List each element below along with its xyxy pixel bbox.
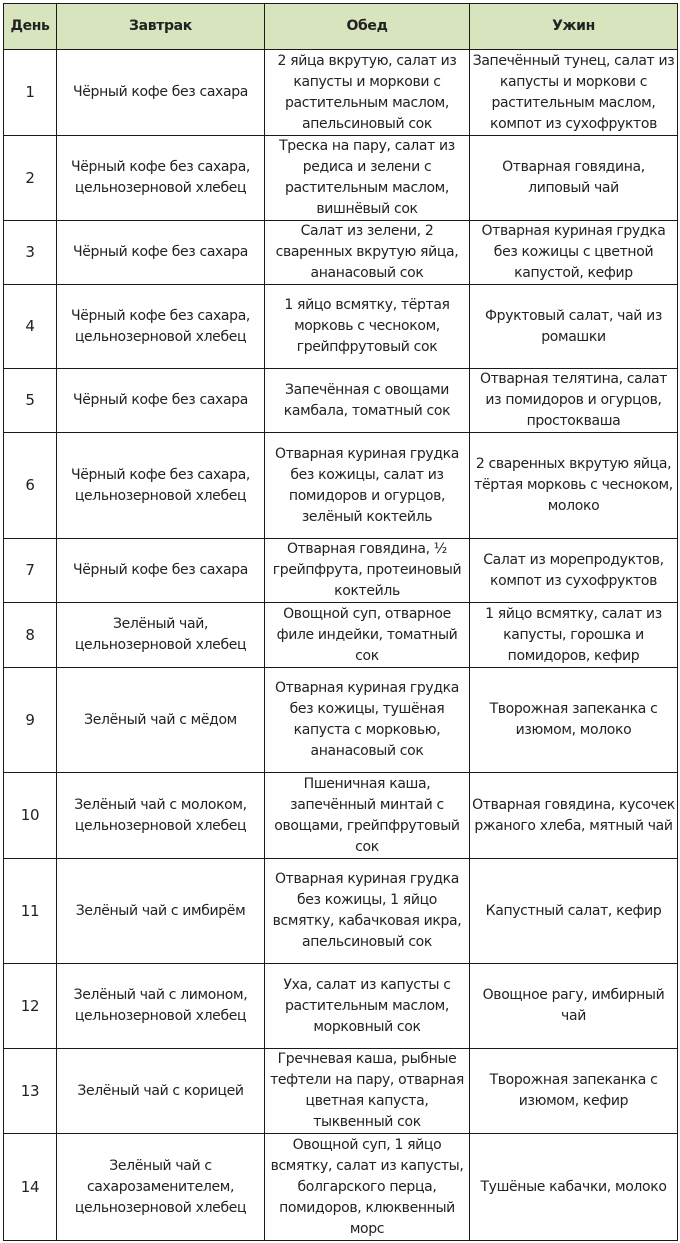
lunch-cell: 1 яйцо всмятку, тёртая морковь с чесноком, грейпфрутовый сок (265, 285, 470, 369)
table-row (4, 433, 678, 539)
lunch-cell: Отварная куриная грудка без кожицы, 1 яйцо всмятку, кабачковая икра, апельсиновый сок (265, 859, 470, 964)
dinner-cell: Фруктовый салат, чай из ромашки (470, 285, 678, 369)
header-dinner: Ужин (470, 4, 678, 50)
dinner-cell: Отварная телятина, салат из помидоров и огурцов, простокваша (470, 369, 678, 433)
lunch-cell: Запечённая с овощами камбала, томатный сок (265, 369, 470, 433)
day-cell: 12 (4, 964, 57, 1049)
day-cell: 5 (4, 369, 57, 433)
day-cell: 14 (4, 1134, 57, 1241)
dinner-cell: 2 сваренных вкрутую яйца, тёртая морковь с чесноком, молоко (470, 433, 678, 539)
day-cell: 11 (4, 859, 57, 964)
header-row (4, 4, 678, 50)
dinner-cell: 1 яйцо всмятку, салат из капусты, горошка и помидоров, кефир (470, 603, 678, 668)
lunch-cell: Отварная куриная грудка без кожицы, салат из помидоров и огурцов, зелёный коктейль (265, 433, 470, 539)
table-row (4, 285, 678, 369)
day-cell: 8 (4, 603, 57, 668)
dinner-cell: Творожная запеканка с изюмом, молоко (470, 668, 678, 773)
lunch-cell: Овощной суп, отварное филе индейки, томатный сок (265, 603, 470, 668)
breakfast-cell: Чёрный кофе без сахара, цельнозерновой хлебец (57, 433, 265, 539)
breakfast-cell: Зелёный чай с молоком, цельнозерновой хлебец (57, 773, 265, 859)
lunch-cell: Гречневая каша, рыбные тефтели на пару, отварная цветная капуста, тыквенный сок (265, 1049, 470, 1134)
day-cell: 2 (4, 136, 57, 221)
day-cell: 1 (4, 50, 57, 136)
table-row (4, 773, 678, 859)
table-row (4, 1049, 678, 1134)
dinner-cell: Отварная куриная грудка без кожицы с цветной капустой, кефир (470, 221, 678, 285)
lunch-cell: Треска на пару, салат из редиса и зелени с растительным маслом, вишнёвый сок (265, 136, 470, 221)
table-row (4, 539, 678, 603)
dinner-cell: Отварная говядина, липовый чай (470, 136, 678, 221)
breakfast-cell: Чёрный кофе без сахара, цельнозерновой хлебец (57, 136, 265, 221)
day-cell: 10 (4, 773, 57, 859)
breakfast-cell: Зелёный чай с лимоном, цельнозерновой хлебец (57, 964, 265, 1049)
lunch-cell: Пшеничная каша, запечённый минтай с овощами, грейпфрутовый сок (265, 773, 470, 859)
breakfast-cell: Зелёный чай с мёдом (57, 668, 265, 773)
day-cell: 7 (4, 539, 57, 603)
table-row (4, 136, 678, 221)
dinner-cell: Овощное рагу, имбирный чай (470, 964, 678, 1049)
header-breakfast: Завтрак (57, 4, 265, 50)
diet-menu-table (3, 3, 678, 1241)
table-row (4, 964, 678, 1049)
lunch-cell: Отварная говядина, ½ грейпфрута, протеиновый коктейль (265, 539, 470, 603)
table-row (4, 369, 678, 433)
day-cell: 9 (4, 668, 57, 773)
day-cell: 13 (4, 1049, 57, 1134)
breakfast-cell: Чёрный кофе без сахара (57, 369, 265, 433)
lunch-cell: Уха, салат из капусты с растительным маслом, морковный сок (265, 964, 470, 1049)
header-day: День (4, 4, 57, 50)
table-row (4, 221, 678, 285)
lunch-cell: Овощной суп, 1 яйцо всмятку, салат из капусты, болгарского перца, помидоров, клюквенный морс (265, 1134, 470, 1241)
dinner-cell: Тушёные кабачки, молоко (470, 1134, 678, 1241)
breakfast-cell: Чёрный кофе без сахара (57, 50, 265, 136)
table-row (4, 603, 678, 668)
dinner-cell: Капустный салат, кефир (470, 859, 678, 964)
dinner-cell: Запечённый тунец, салат из капусты и моркови с растительным маслом, компот из сухофруктов (470, 50, 678, 136)
breakfast-cell: Чёрный кофе без сахара (57, 539, 265, 603)
dinner-cell: Отварная говядина, кусочек ржаного хлеба, мятный чай (470, 773, 678, 859)
table-row (4, 859, 678, 964)
day-cell: 4 (4, 285, 57, 369)
breakfast-cell: Чёрный кофе без сахара (57, 221, 265, 285)
breakfast-cell: Чёрный кофе без сахара, цельнозерновой хлебец (57, 285, 265, 369)
breakfast-cell: Зелёный чай с корицей (57, 1049, 265, 1134)
lunch-cell: Отварная куриная грудка без кожицы, тушёная капуста с морковью, ананасовый сок (265, 668, 470, 773)
header-lunch: Обед (265, 4, 470, 50)
day-cell: 6 (4, 433, 57, 539)
table-row (4, 668, 678, 773)
lunch-cell: Салат из зелени, 2 сваренных вкрутую яйца, ананасовый сок (265, 221, 470, 285)
breakfast-cell: Зелёный чай с имбирём (57, 859, 265, 964)
day-cell: 3 (4, 221, 57, 285)
lunch-cell: 2 яйца вкрутую, салат из капусты и моркови с растительным маслом, апельсиновый сок (265, 50, 470, 136)
breakfast-cell: Зелёный чай с сахарозаменителем, цельнозерновой хлебец (57, 1134, 265, 1241)
breakfast-cell: Зелёный чай, цельнозерновой хлебец (57, 603, 265, 668)
table-row (4, 1134, 678, 1241)
dinner-cell: Творожная запеканка с изюмом, кефир (470, 1049, 678, 1134)
dinner-cell: Салат из морепродуктов, компот из сухофруктов (470, 539, 678, 603)
table-row (4, 50, 678, 136)
